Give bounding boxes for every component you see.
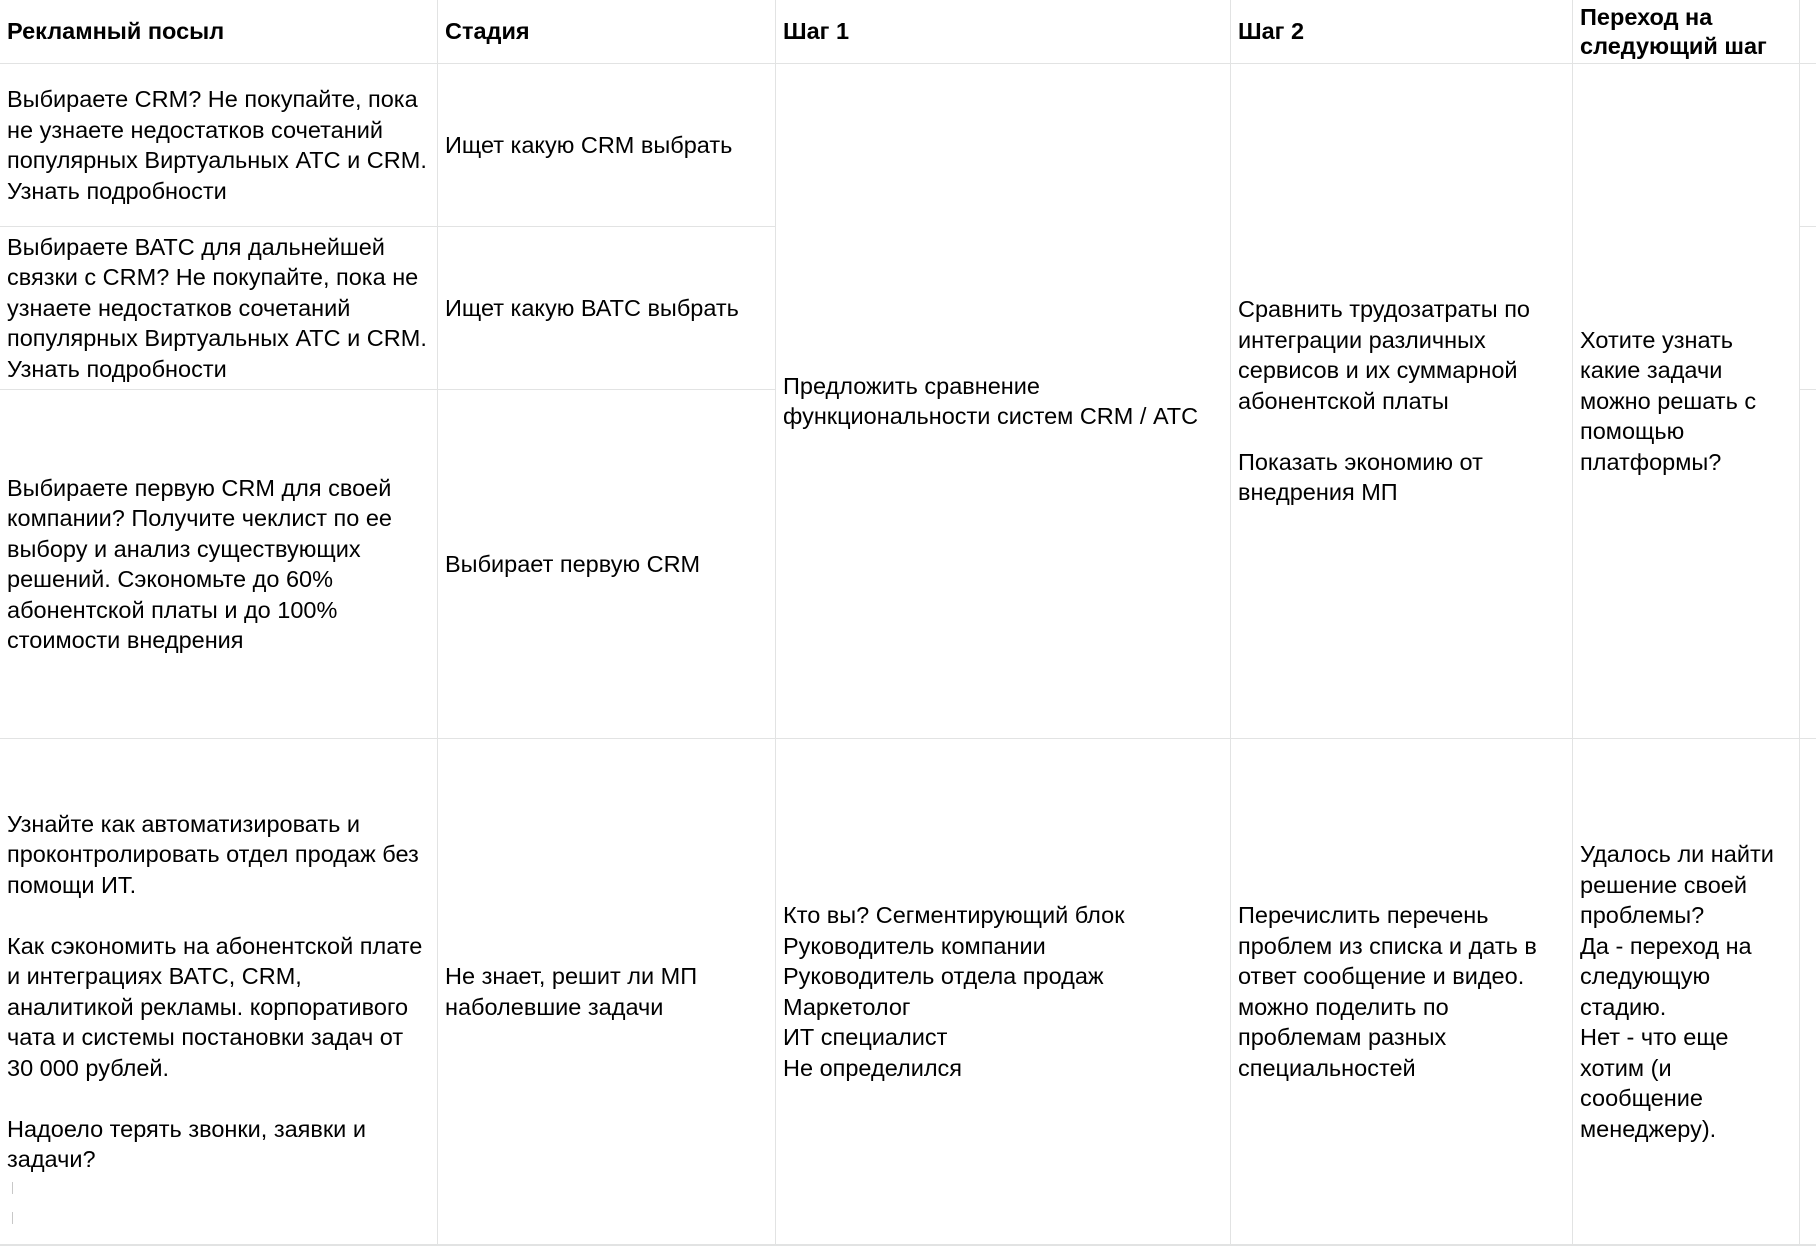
cell-text: Выбираете CRM? Не покупайте, пока не узнаете недостатков сочетаний популярных Виртуальных АТС и CRM. Узнать подробности — [7, 86, 427, 204]
table-cell-step1-merged[interactable] — [776, 64, 1231, 739]
header-cell-step2[interactable] — [1231, 0, 1573, 64]
header-label: Переход на следующий шаг — [1580, 3, 1767, 59]
table-cell-message[interactable] — [0, 390, 438, 739]
table-cell-stage[interactable] — [438, 739, 776, 1245]
table-cell-step2[interactable] — [1231, 739, 1573, 1245]
header-label: Рекламный посыл — [7, 18, 225, 45]
cell-text: Ищет какую CRM выбрать — [445, 131, 733, 158]
table-cell-step2-merged[interactable] — [1231, 64, 1573, 739]
cell-text: Выбирает первую CRM — [445, 550, 701, 577]
table-cell-next[interactable] — [1573, 739, 1800, 1245]
table-cell-stage[interactable] — [438, 227, 776, 390]
text-cursor-mark — [12, 1182, 13, 1194]
empty-column-cell[interactable] — [1800, 739, 1816, 1245]
header-cell-next-step[interactable] — [1573, 0, 1800, 64]
cell-text: Удалось ли найти решение своей проблемы? Да - переход на следующую стадию. Нет - что еще хотим (и сообщение менеджеру). — [1580, 841, 1774, 1142]
header-label: Шаг 2 — [1238, 18, 1305, 45]
header-cell-step1[interactable] — [776, 0, 1231, 64]
table-cell-message[interactable] — [0, 739, 438, 1245]
header-cell-stage[interactable] — [438, 0, 776, 64]
table-cell-stage[interactable] — [438, 390, 776, 739]
table-cell-stage[interactable] — [438, 64, 776, 227]
table-cell-message[interactable] — [0, 227, 438, 390]
header-cell-ad-message[interactable] — [0, 0, 438, 64]
grid-line — [0, 1245, 1816, 1246]
table-cell-next-merged[interactable] — [1573, 64, 1800, 739]
cell-text: Хотите узнать какие задачи можно решать с помощью платформы? — [1580, 326, 1757, 475]
empty-column-cell[interactable] — [1800, 390, 1816, 739]
empty-column-cell[interactable] — [1800, 227, 1816, 390]
cell-text: Узнайте как автоматизировать и проконтролировать отдел продаж без помощи ИТ. Как сэкономить на абонентской плате и интеграциях ВАТС, CRM, аналитикой рекламы. корпоративого чата и системы постановки задач от 30 000 рублей. Надоело терять звонки, заявки и задачи? — [7, 810, 423, 1172]
cell-text: Не знает, решит ли МП наболевшие задачи — [445, 963, 698, 1020]
header-label: Шаг 1 — [783, 18, 850, 45]
cell-text: Кто вы? Сегментирующий блок Руководитель компании Руководитель отдела продаж Маркетолог ИТ специалист Не определился — [783, 902, 1125, 1081]
table-cell-step1[interactable] — [776, 739, 1231, 1245]
empty-column-cell[interactable] — [1800, 64, 1816, 227]
cell-text: Сравнить трудозатраты по интеграции различных сервисов и их суммарной абонентской платы Показать экономию от внедрения МП — [1238, 296, 1530, 506]
cell-text: Перечислить перечень проблем из списка и дать в ответ сообщение и видео. можно поделить по проблемам разных специальностей — [1238, 902, 1537, 1081]
cell-text: Предложить сравнение функциональности систем CRM / АТС — [783, 372, 1199, 429]
table-cell-message[interactable] — [0, 64, 438, 227]
cell-text: Выбираете ВАТС для дальнейшей связки с CRM? Не покупайте, пока не узнаете недостатков сочетаний популярных Виртуальных АТС и CRM. Узнать подробности — [7, 233, 427, 382]
cell-text: Ищет какую ВАТС выбрать — [445, 294, 739, 321]
header-label: Стадия — [445, 18, 530, 45]
text-cursor-mark — [12, 1212, 13, 1224]
cell-text: Выбираете первую CRM для своей компании? Получите чеклист по ее выбору и анализ существующих решений. Сэкономьте до 60% абонентской платы и до 100% стоимости внедрения — [7, 474, 392, 653]
empty-column-cell[interactable] — [1800, 0, 1816, 64]
